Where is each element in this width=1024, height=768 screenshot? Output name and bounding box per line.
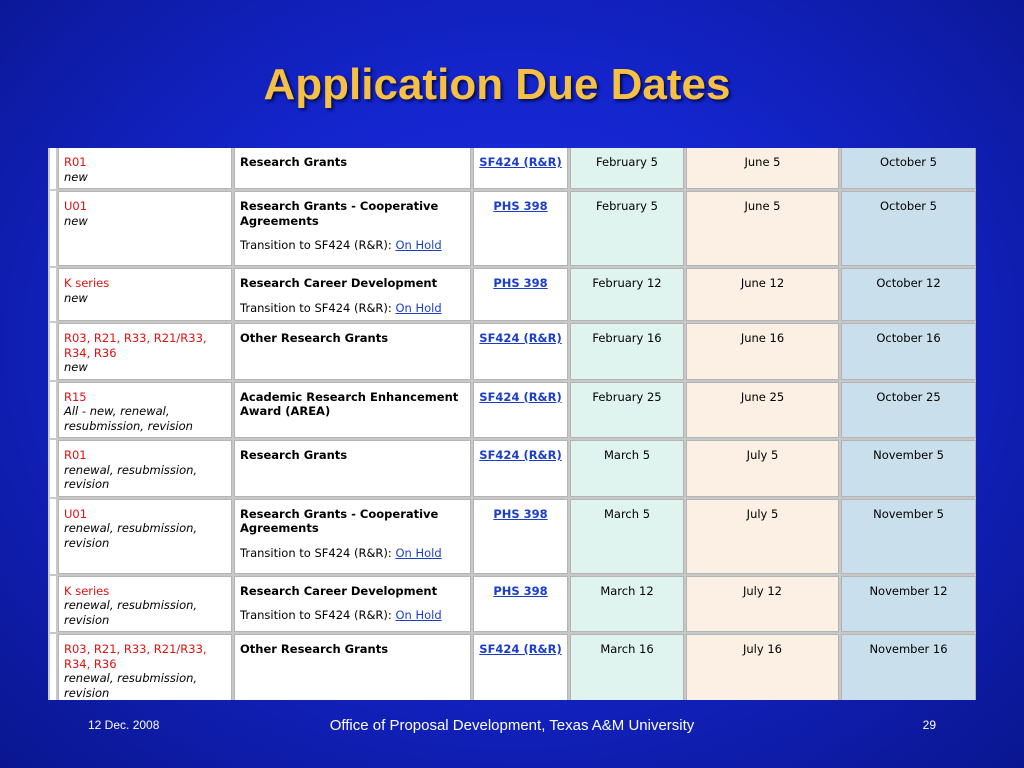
form-cell [473, 576, 568, 633]
due-date-round-3: November 5 [841, 499, 976, 574]
application-type: renewal, resubmission, revision [64, 521, 198, 550]
table-row [50, 148, 976, 189]
due-date-round-3: October 12 [841, 268, 976, 321]
due-date-round-2: July 16 [686, 634, 839, 700]
on-hold-link[interactable]: On Hold [395, 608, 442, 622]
transition-note [240, 301, 465, 316]
grant-type-name: Other Research Grants [240, 642, 389, 656]
mechanism-code: R03, R21, R33, R21/R33, R34, R36 [64, 331, 207, 360]
grant-type-cell [234, 382, 471, 439]
mechanism-code: K series [64, 276, 110, 290]
due-date-round-2: July 5 [686, 440, 839, 497]
mechanism-code: K series [64, 583, 110, 598]
due-date-round-3: October 5 [841, 148, 976, 189]
due-date-round-3: November 16 [841, 634, 976, 700]
mechanism-cell [58, 148, 232, 189]
due-date-round-1: March 12 [570, 576, 684, 633]
mechanism-cell [58, 576, 232, 633]
due-date-round-3: November 12 [841, 576, 976, 633]
due-date-round-2: June 5 [686, 148, 839, 189]
grant-type-name: Research Grants [240, 448, 348, 462]
table-row [50, 382, 976, 439]
form-link[interactable]: PHS 398 [493, 199, 548, 213]
due-date-round-3: October 16 [841, 323, 976, 380]
mechanism-code: U01 [64, 199, 88, 213]
due-date-round-1: February 12 [570, 268, 684, 321]
due-date-round-3: November 5 [841, 440, 976, 497]
due-date-round-1: March 5 [570, 499, 684, 574]
due-date-round-3: October 5 [841, 191, 976, 266]
grant-type-name: Research Grants - Cooperative Agreements [240, 199, 439, 228]
application-type: renewal, resubmission, revision [64, 598, 198, 627]
row-gutter [50, 634, 56, 700]
table-row [50, 499, 976, 574]
row-gutter [50, 382, 56, 439]
due-date-round-3: October 25 [841, 382, 976, 439]
form-cell [473, 191, 568, 266]
row-gutter [50, 440, 56, 497]
transition-note [240, 608, 465, 623]
due-date-round-1: February 5 [570, 148, 684, 189]
form-cell [473, 323, 568, 380]
form-cell [473, 440, 568, 497]
grant-type-cell [234, 499, 471, 574]
form-link[interactable]: SF424 (R&R) [479, 448, 562, 462]
row-gutter [50, 191, 56, 266]
form-link[interactable]: SF424 (R&R) [479, 331, 562, 345]
grant-type-cell [234, 323, 471, 380]
due-date-round-2: June 12 [686, 268, 839, 321]
application-type: new [64, 360, 88, 374]
table-row [50, 268, 976, 321]
mechanism-cell [58, 382, 232, 439]
transition-note [240, 238, 465, 253]
due-dates-table-body [50, 148, 976, 700]
mechanism-code: R01 [64, 448, 87, 462]
grant-type-name: Research Career Development [240, 276, 438, 290]
mechanism-code: R03, R21, R33, R21/R33, R34, R36 [64, 642, 207, 671]
grant-type-cell [234, 440, 471, 497]
transition-label: Transition to SF424 (R&R): [240, 608, 392, 622]
mechanism-cell [58, 191, 232, 266]
footer-organization: Office of Proposal Development, Texas A&M University [329, 717, 695, 734]
grant-type-name: Other Research Grants [240, 331, 389, 345]
footer-page-number: 29 [922, 718, 936, 732]
form-link[interactable]: PHS 398 [493, 583, 548, 598]
form-link[interactable]: SF424 (R&R) [479, 155, 562, 169]
on-hold-link[interactable]: On Hold [395, 545, 442, 560]
footer-date: 12 Dec. 2008 [88, 718, 160, 732]
form-link[interactable]: SF424 (R&R) [479, 389, 562, 404]
grant-type-cell [234, 191, 471, 266]
on-hold-link[interactable]: On Hold [395, 238, 442, 252]
mechanism-cell [58, 499, 232, 574]
due-date-round-1: February 16 [570, 323, 684, 380]
mechanism-cell [58, 634, 232, 700]
mechanism-code: U01 [64, 506, 88, 521]
grant-type-name: Academic Research Enhancement Award (AREA) [240, 389, 459, 418]
due-date-round-1: February 25 [570, 382, 684, 439]
form-cell [473, 268, 568, 321]
form-cell [473, 148, 568, 189]
form-cell [473, 382, 568, 439]
grant-type-cell [234, 268, 471, 321]
application-type: new [64, 213, 88, 228]
transition-label: Transition to SF424 (R&R): [240, 545, 392, 560]
due-date-round-2: July 12 [686, 576, 839, 633]
due-date-round-1: March 16 [570, 634, 684, 700]
transition-label: Transition to SF424 (R&R): [240, 300, 392, 315]
table-row [50, 440, 976, 497]
transition-note [240, 546, 465, 561]
application-type: renewal, resubmission, revision [64, 462, 198, 491]
grant-type-name: Research Grants - Cooperative Agreements [240, 506, 439, 535]
table-row [50, 576, 976, 633]
form-cell [473, 499, 568, 574]
application-type: new [64, 290, 88, 305]
due-date-round-2: June 16 [686, 323, 839, 380]
table-row [50, 323, 976, 380]
due-date-round-1: March 5 [570, 440, 684, 497]
transition-label: Transition to SF424 (R&R): [240, 238, 392, 252]
grant-type-cell [234, 576, 471, 633]
grant-type-name: Research Grants [240, 155, 348, 169]
mechanism-cell [58, 323, 232, 380]
application-type: All - new, renewal, resubmission, revision [64, 404, 193, 433]
mechanism-code: R15 [64, 389, 87, 404]
table-row [50, 634, 976, 700]
row-gutter [50, 148, 56, 189]
due-date-round-1: February 5 [570, 191, 684, 266]
mechanism-code: R01 [64, 155, 87, 169]
mechanism-cell [58, 440, 232, 497]
grant-type-cell [234, 634, 471, 700]
form-link[interactable]: SF424 (R&R) [479, 642, 562, 656]
due-date-round-2: July 5 [686, 499, 839, 574]
on-hold-link[interactable]: On Hold [395, 300, 442, 315]
row-gutter [50, 576, 56, 633]
row-gutter [50, 323, 56, 380]
due-date-round-2: June 25 [686, 382, 839, 439]
form-link[interactable]: PHS 398 [493, 276, 548, 290]
due-dates-table [48, 148, 976, 700]
due-dates-table-container[interactable] [48, 148, 976, 700]
slide-title: Application Due Dates [263, 60, 731, 109]
mechanism-cell [58, 268, 232, 321]
table-row [50, 191, 976, 266]
application-type: renewal, resubmission, revision [64, 671, 198, 700]
row-gutter [50, 268, 56, 321]
form-cell [473, 634, 568, 700]
due-date-round-2: June 5 [686, 191, 839, 266]
form-link[interactable]: PHS 398 [493, 506, 548, 521]
grant-type-name: Research Career Development [240, 583, 438, 598]
application-type: new [64, 169, 88, 184]
row-gutter [50, 499, 56, 574]
grant-type-cell [234, 148, 471, 189]
